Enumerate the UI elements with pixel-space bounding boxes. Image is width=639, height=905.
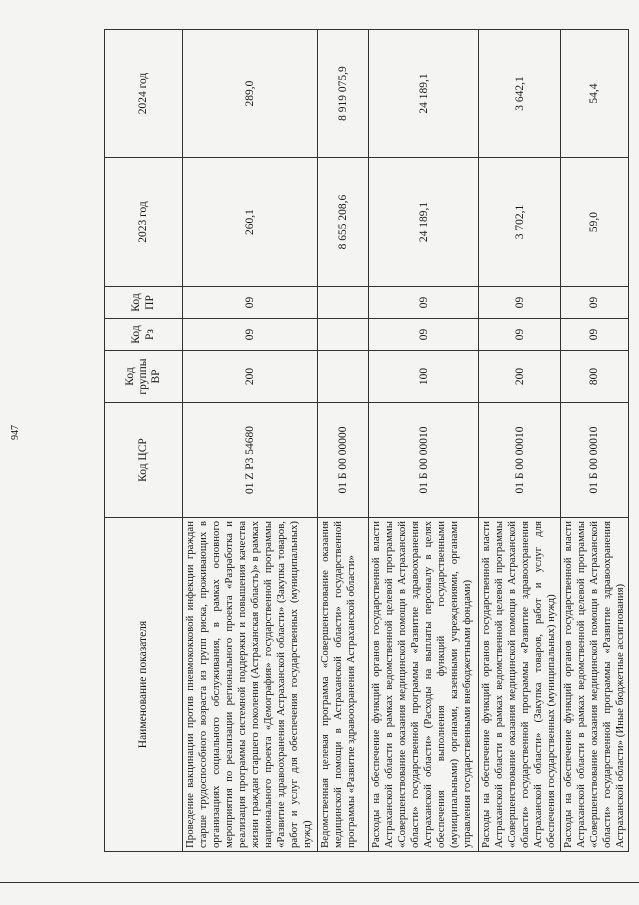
row-vr: 200 [479, 351, 561, 403]
row-rz: 09 [479, 319, 561, 351]
row-csr: 01 Z P3 54680 [183, 403, 318, 518]
header-name: Наименование показателя [105, 518, 183, 852]
table-row [479, 30, 561, 852]
row-2024: 8 919 075,9 [318, 30, 369, 158]
header-2023: 2023 год [105, 158, 183, 287]
row-name: Проведение вакцинации против пневмококковой инфекции граждан старше трудоспособного возраста из групп риска, проживающих в организациях социального обслуживания, в рамках основного мероприятия по реализации регионального проекта «Разработка и реализация программы системной поддержки и повышения качества жизни граждан старшего поколения (Астраханская область)» в рамках национального проекта «Демография» государственной программы «Развитие здравоохранения Астраханской области» (Закупка товаров, работ и услуг для обеспечения государственных (муниципальных) нужд) [183, 518, 318, 852]
row-rz [318, 319, 369, 351]
row-pr: 09 [369, 287, 479, 319]
row-name: Ведомственная целевая программа «Совершенствование оказания медицинской помощи в Астраханской области» государственной программы «Развитие здравоохранения Астраханской области» [318, 518, 369, 852]
row-2023: 59,0 [561, 158, 629, 287]
table-row [561, 30, 629, 852]
row-2024: 3 642,1 [479, 30, 561, 158]
table-row [318, 30, 369, 852]
page-number: 947 [10, 425, 21, 440]
table-row [183, 30, 318, 852]
row-csr: 01 Б 00 00000 [318, 403, 369, 518]
row-vr: 800 [561, 351, 629, 403]
row-2024: 24 189,1 [369, 30, 479, 158]
header-vr: Код группы ВР [105, 351, 183, 403]
row-vr [318, 351, 369, 403]
table-row [369, 30, 479, 852]
row-rz: 09 [369, 319, 479, 351]
row-rz: 09 [561, 319, 629, 351]
row-2024: 289,0 [183, 30, 318, 158]
row-rz: 09 [183, 319, 318, 351]
row-pr: 09 [561, 287, 629, 319]
row-pr: 09 [183, 287, 318, 319]
bottom-rule [0, 882, 639, 883]
row-name: Расходы на обеспечение функций органов государственной власти Астраханской области в рамках ведомственной целевой программы «Совершенствование оказания медицинской помощи в Астраханской области» государственной программы «Развитие здравоохранения Астраханской области» (Закупка товаров, работ и услуг для обеспечения государственных (муниципальных) нужд) [479, 518, 561, 852]
row-2023: 8 655 208,6 [318, 158, 369, 287]
header-2024: 2024 год [105, 30, 183, 158]
row-name: Расходы на обеспечение функций органов государственной власти Астраханской области в рамках ведомственной целевой программы «Совершенствование оказания медицинской помощи в Астраханской области» государственной программы «Развитие здравоохранения Астраханской области» (Расходы на выплаты персоналу в целях обеспечения выполнения функций государственными (муниципальными) органами, казенными учреждениями, органами управления государственными внебюджетными фондами) [369, 518, 479, 852]
header-row [105, 30, 183, 852]
row-2024: 54,4 [561, 30, 629, 158]
header-rz: Код Рз [105, 319, 183, 351]
row-2023: 260,1 [183, 158, 318, 287]
row-pr [318, 287, 369, 319]
row-csr: 01 Б 00 00010 [479, 403, 561, 518]
row-csr: 01 Б 00 00010 [369, 403, 479, 518]
budget-table [104, 29, 629, 852]
row-vr: 100 [369, 351, 479, 403]
header-pr: Код ПР [105, 287, 183, 319]
row-csr: 01 Б 00 00010 [561, 403, 629, 518]
header-csr: Код ЦСР [105, 403, 183, 518]
row-name: Расходы на обеспечение функций органов государственной власти Астраханской области в рамках ведомственной целевой программы «Совершенствование оказания медицинской помощи в Астраханской области» государственной программы «Развитие здравоохранения Астраханской области» (Иные бюджетные ассигнования) [561, 518, 629, 852]
row-2023: 3 702,1 [479, 158, 561, 287]
row-2023: 24 189,1 [369, 158, 479, 287]
row-pr: 09 [479, 287, 561, 319]
row-vr: 200 [183, 351, 318, 403]
rotated-table-container [104, 30, 626, 852]
